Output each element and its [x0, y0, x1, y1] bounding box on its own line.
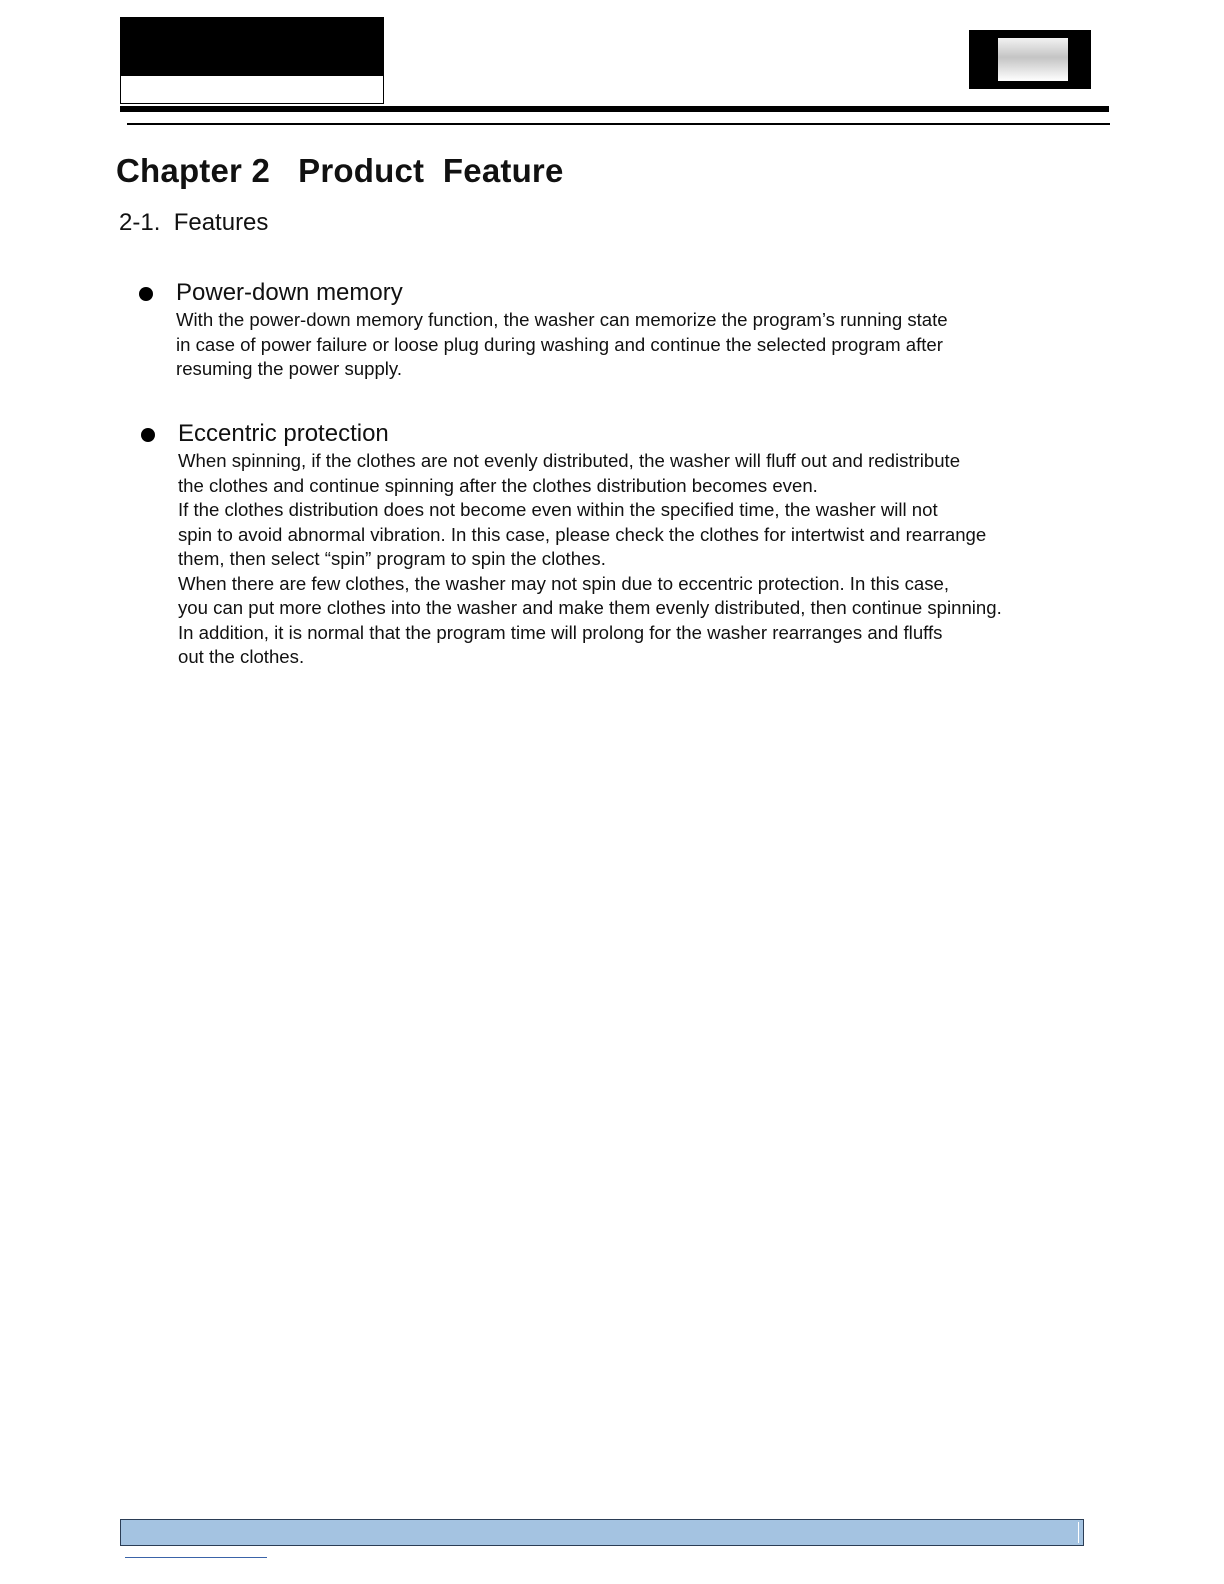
feature-body-line: resuming the power supply.	[176, 358, 402, 379]
feature-body-line: spin to avoid abnormal vibration. In this case, please check the clothes for intertwist and rearrange	[178, 523, 987, 545]
feature-body-line: With the power-down memory function, the washer can memorize the program’s running state	[176, 309, 948, 330]
header-rule-thin	[127, 123, 1110, 125]
feature-body-line: When there are few clothes, the washer may not spin due to eccentric protection. In this case,	[178, 572, 950, 594]
header-logo-fill	[121, 18, 383, 76]
feature-heading: Eccentric protection	[178, 420, 389, 447]
feature-body	[178, 449, 1002, 670]
feature-heading: Power-down memory	[176, 279, 403, 306]
footer-bar	[120, 1519, 1084, 1546]
feature-body-line: When spinning, if the clothes are not evenly distributed, the washer will fluff out and redistribute	[178, 450, 961, 471]
chapter-title: Chapter 2 Product Feature	[116, 152, 564, 189]
section-title: 2-1. Features	[119, 209, 269, 236]
header-badge-inner	[998, 38, 1068, 81]
feature-body-line: the clothes and continue spinning after the clothes distribution becomes even.	[178, 474, 818, 496]
bullet-icon	[141, 428, 155, 442]
footer-bar-edge	[1078, 1522, 1079, 1543]
footer-underline	[125, 1557, 267, 1558]
bullet-icon	[139, 287, 153, 301]
feature-body	[176, 308, 948, 382]
feature-body-line: If the clothes distribution does not become even within the specified time, the washer will not	[178, 499, 938, 520]
header-rule-thick	[120, 106, 1109, 112]
feature-body-line: you can put more clothes into the washer and make them evenly distributed, then continue spinning.	[178, 597, 1002, 618]
feature-body-line: In addition, it is normal that the program time will prolong for the washer rearranges and fluffs	[178, 621, 943, 643]
feature-body-line: them, then select “spin” program to spin the clothes.	[178, 548, 606, 569]
header-badge	[969, 30, 1091, 89]
feature-body-line: out the clothes.	[178, 646, 305, 667]
feature-body-line: in case of power failure or loose plug during washing and continue the selected program after	[176, 333, 943, 355]
header-logo-box	[120, 17, 384, 104]
